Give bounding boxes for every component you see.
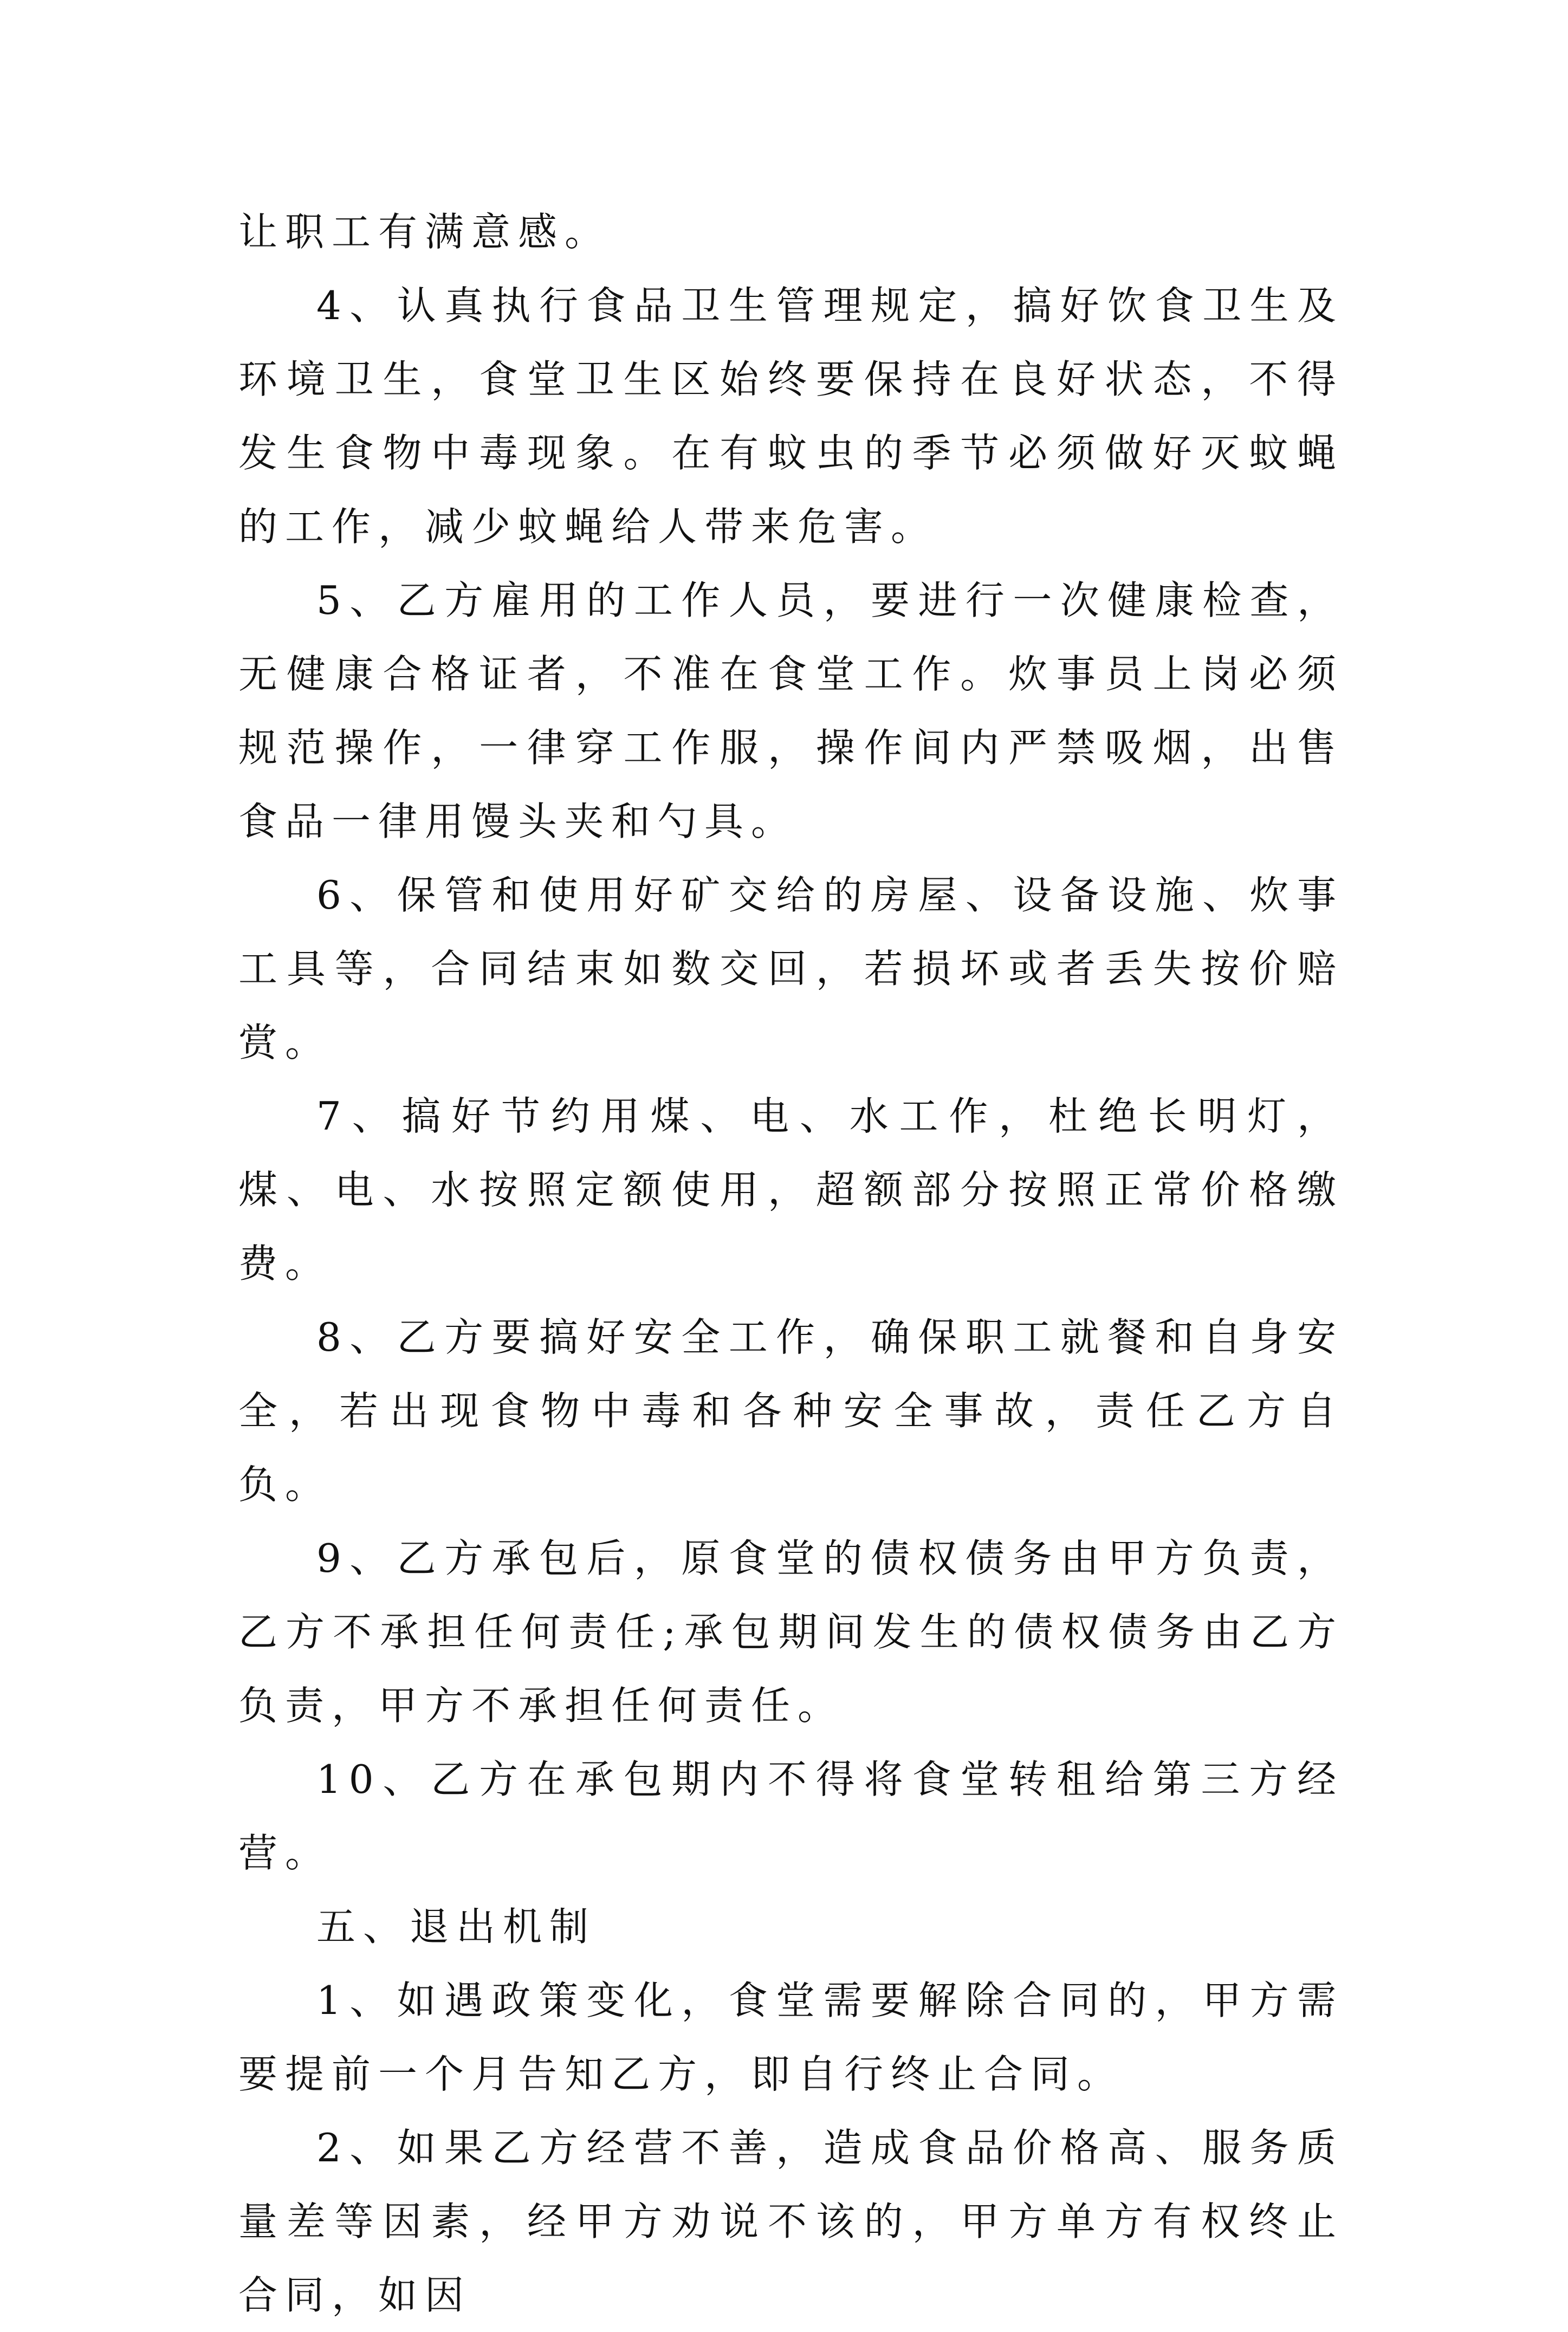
paragraph: 2、如果乙方经营不善，造成食品价格高、服务质量差等因素，经甲方劝说不该的，甲方单方有权终止合同，如因 <box>238 2125 1344 2318</box>
paragraph: 10、乙方在承包期内不得将食堂转租给第三方经营。 <box>238 1757 1344 1876</box>
paragraph: 7、搞好节约用煤、电、水工作，杜绝长明灯，煤、电、水按照定额使用，超额部分按照正常价格缴费。 <box>238 1093 1344 1286</box>
document-body <box>238 195 1344 2332</box>
paragraph: 5、乙方雇用的工作人员，要进行一次健康检查，无健康合格证者，不准在食堂工作。炊事员上岗必须规范操作，一律穿工作服，操作间内严禁吸烟，出售食品一律用馒头夹和勺具。 <box>238 578 1344 844</box>
paragraph: 让职工有满意感。 <box>238 209 612 255</box>
paragraph: 4、认真执行食品卫生管理规定，搞好饮食卫生及环境卫生，食堂卫生区始终要保持在良好状态，不得发生食物中毒现象。在有蚊虫的季节必须做好灭蚊蝇的工作，减少蚊蝇给人带来危害。 <box>238 283 1344 549</box>
paragraph: 8、乙方要搞好安全工作，确保职工就餐和自身安全，若出现食物中毒和各种安全事故，责任乙方自负。 <box>238 1314 1344 1507</box>
paragraph: 6、保管和使用好矿交给的房屋、设备设施、炊事工具等，合同结束如数交回，若损坏或者丢失按价赔赏。 <box>238 872 1344 1065</box>
paragraph: 9、乙方承包后，原食堂的债权债务由甲方负责，乙方不承担任何责任;承包期间发生的债权债务由乙方负责，甲方不承担任何责任。 <box>238 1536 1344 1728</box>
section-heading: 五、退出机制 <box>316 1904 597 1949</box>
paragraph: 1、如遇政策变化，食堂需要解除合同的，甲方需要提前一个月告知乙方，即自行终止合同。 <box>238 1978 1344 2097</box>
